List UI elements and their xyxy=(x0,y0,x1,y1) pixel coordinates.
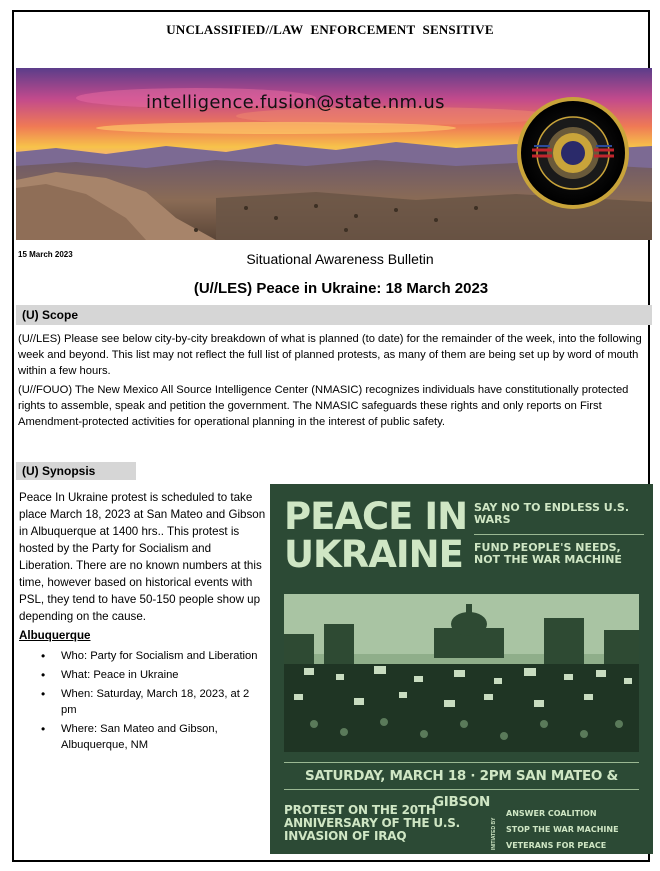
detail-where: • Where: San Mateo and Gibson, Albuquerque, NM xyxy=(61,721,267,753)
flyer-initiated-by xyxy=(491,802,501,852)
detail-when: • When: Saturday, March 18, 2023, at 2 pm xyxy=(61,686,267,718)
bulletin-title: (U//LES) Peace in Ukraine: 18 March 2023 xyxy=(193,280,489,297)
bulletin-date: 15 March 2023 xyxy=(18,250,73,259)
header-banner xyxy=(16,68,652,240)
flyer-headline-line1: PEACE IN xyxy=(284,495,468,538)
city-heading: Albuquerque xyxy=(19,629,91,642)
scope-heading: (U) Scope xyxy=(16,305,652,325)
flyer-headline-line2: UKRAINE xyxy=(284,533,463,576)
detail-what: • What: Peace in Ukraine xyxy=(61,667,267,683)
protest-flyer xyxy=(270,484,653,854)
contact-email: intelligence.fusion@state.nm.us xyxy=(146,92,445,113)
crowd-capitol-photo xyxy=(284,594,639,752)
classification-marking: UNCLASSIFIED//LAW ENFORCEMENT SENSITIVE xyxy=(166,22,494,37)
scope-paragraph-2: (U//FOUO) The New Mexico All Source Intelligence Center (NMASIC) recognizes individuals have constitutionally protected rights to assemble, speak and petition the government. The NMASIC safeguards these rights and only reports on First Amendment-protected activities for operational planning in the interest of public safety. xyxy=(18,384,629,428)
bulletin-type: Situational Awareness Bulletin xyxy=(246,251,434,267)
homeland-security-bureau-seal-icon xyxy=(516,96,630,210)
flyer-date-location: SATURDAY, MARCH 18 · 2PM SAN MATEO & GIBSON xyxy=(284,762,639,790)
synopsis-heading: (U) Synopsis xyxy=(16,462,136,480)
detail-who: • Who: Party for Socialism and Liberation xyxy=(61,648,267,664)
scope-paragraph-1: (U//LES) Please see below city-by-city breakdown of what is planned (to date) for the remainder of the week, into the following week and beyond. This list may not reflect the full list of planned protests, as many of them are being set up by word of mouth within a few hours. xyxy=(18,333,642,377)
flyer-slogan-1: SAY NO TO ENDLESS U.S. WARS xyxy=(474,501,630,526)
event-details-list xyxy=(19,648,267,753)
org-veterans-for-peace: VETERANS FOR PEACE xyxy=(506,841,607,850)
initiated-by-label: INITIATED BY xyxy=(491,817,497,850)
flyer-protest-text: PROTEST ON THE 20TH ANNIVERSARY OF THE U.S. INVASION OF IRAQ xyxy=(284,803,461,843)
flyer-divider xyxy=(474,534,644,535)
org-answer-coalition: ANSWER COALITION xyxy=(506,809,597,818)
synopsis-text-column xyxy=(19,489,267,756)
flyer-slogan-2: FUND PEOPLE'S NEEDS, NOT THE WAR MACHINE xyxy=(474,541,622,566)
org-stop-the-war-machine: STOP THE WAR MACHINE xyxy=(506,825,619,834)
synopsis-lead: Peace In Ukraine protest is scheduled to take place March 18, 2023 at San Mateo and Gibson in Albuquerque at 1400 hrs.. This protest is hosted by the Party for Socialism and Liberation. There are no known numbers at this time, however based on historical events with PSL, they tend to have 50-150 people show up depending on the cause. xyxy=(19,491,266,623)
flyer-headline xyxy=(284,495,468,576)
flyer-organizations xyxy=(506,806,651,854)
